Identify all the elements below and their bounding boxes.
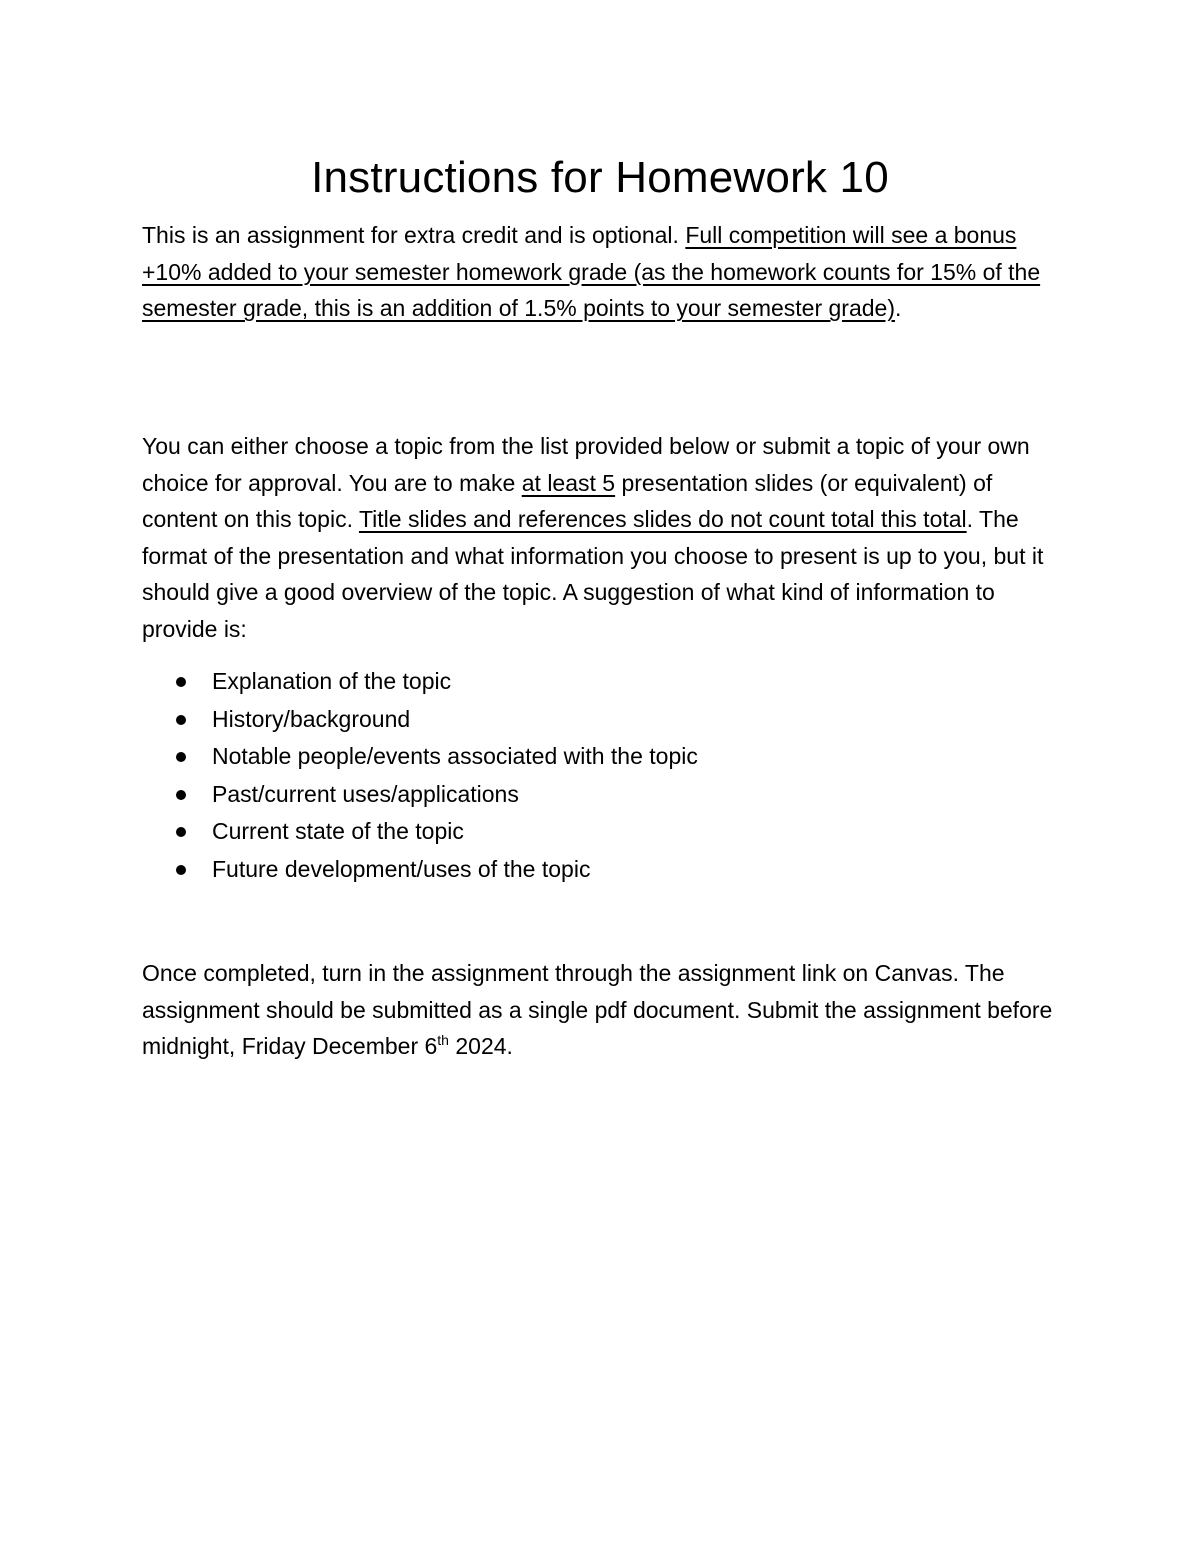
list-item-label: Past/current uses/applications <box>212 780 519 807</box>
bullet-icon <box>176 715 186 725</box>
list-item-label: History/background <box>212 705 411 732</box>
list-item-label: Current state of the topic <box>212 818 464 845</box>
page-title: Instructions for Homework 10 <box>311 153 889 202</box>
submission-year: 2024. <box>448 1033 513 1059</box>
list-item <box>142 738 1060 776</box>
bullet-icon <box>176 677 186 687</box>
bullet-icon <box>176 790 186 800</box>
intro-text: This is an assignment for extra credit and is optional. <box>142 222 686 248</box>
list-item-label: Explanation of the topic <box>212 668 452 694</box>
bullet-icon <box>176 752 186 762</box>
list-item-label: Future development/uses of the topic <box>212 855 591 882</box>
slide-count-requirement: at least 5 <box>521 469 616 496</box>
list-item <box>142 851 1060 889</box>
list-item-label: Notable people/events associated with the topic <box>212 743 698 770</box>
instructions-text-2: presentation slides (or equivalent) of content on this topic. <box>142 469 993 532</box>
list-item <box>142 813 1060 851</box>
submission-text: Once completed, turn in the assignment through the assignment link on Canvas. The assignment should be submitted as a single pdf document. Submit the assignment before midnight, Friday December 6 <box>142 960 1053 1059</box>
instructions-text-3: . The format of the presentation and what information you choose to present is up to you, but it should give a good overview of the topic. A suggestion of what kind of information to provide is: <box>142 506 1044 642</box>
bonus-note: Full competition will see a bonus +10% added to your semester homework grade (as the homework counts for 15% of the semester grade, this is an addition of 1.5% points to your semester grade) <box>142 222 1041 321</box>
list-item <box>142 663 1060 701</box>
list-item <box>142 776 1060 814</box>
title-slides-note: Title slides and references slides do not count total this total <box>358 506 967 532</box>
submission-paragraph <box>142 955 1060 1065</box>
ordinal-suffix: th <box>437 1032 449 1048</box>
list-item <box>142 701 1060 739</box>
suggestion-list <box>142 663 1060 889</box>
bullet-icon <box>176 865 186 875</box>
intro-end: . <box>895 295 902 321</box>
intro-paragraph <box>142 217 1060 327</box>
instructions-paragraph <box>142 428 1060 647</box>
bullet-icon <box>176 827 186 837</box>
instructions-text-1: You can either choose a topic from the list provided below or submit a topic of your own choice for approval. You are to make <box>142 433 1030 496</box>
